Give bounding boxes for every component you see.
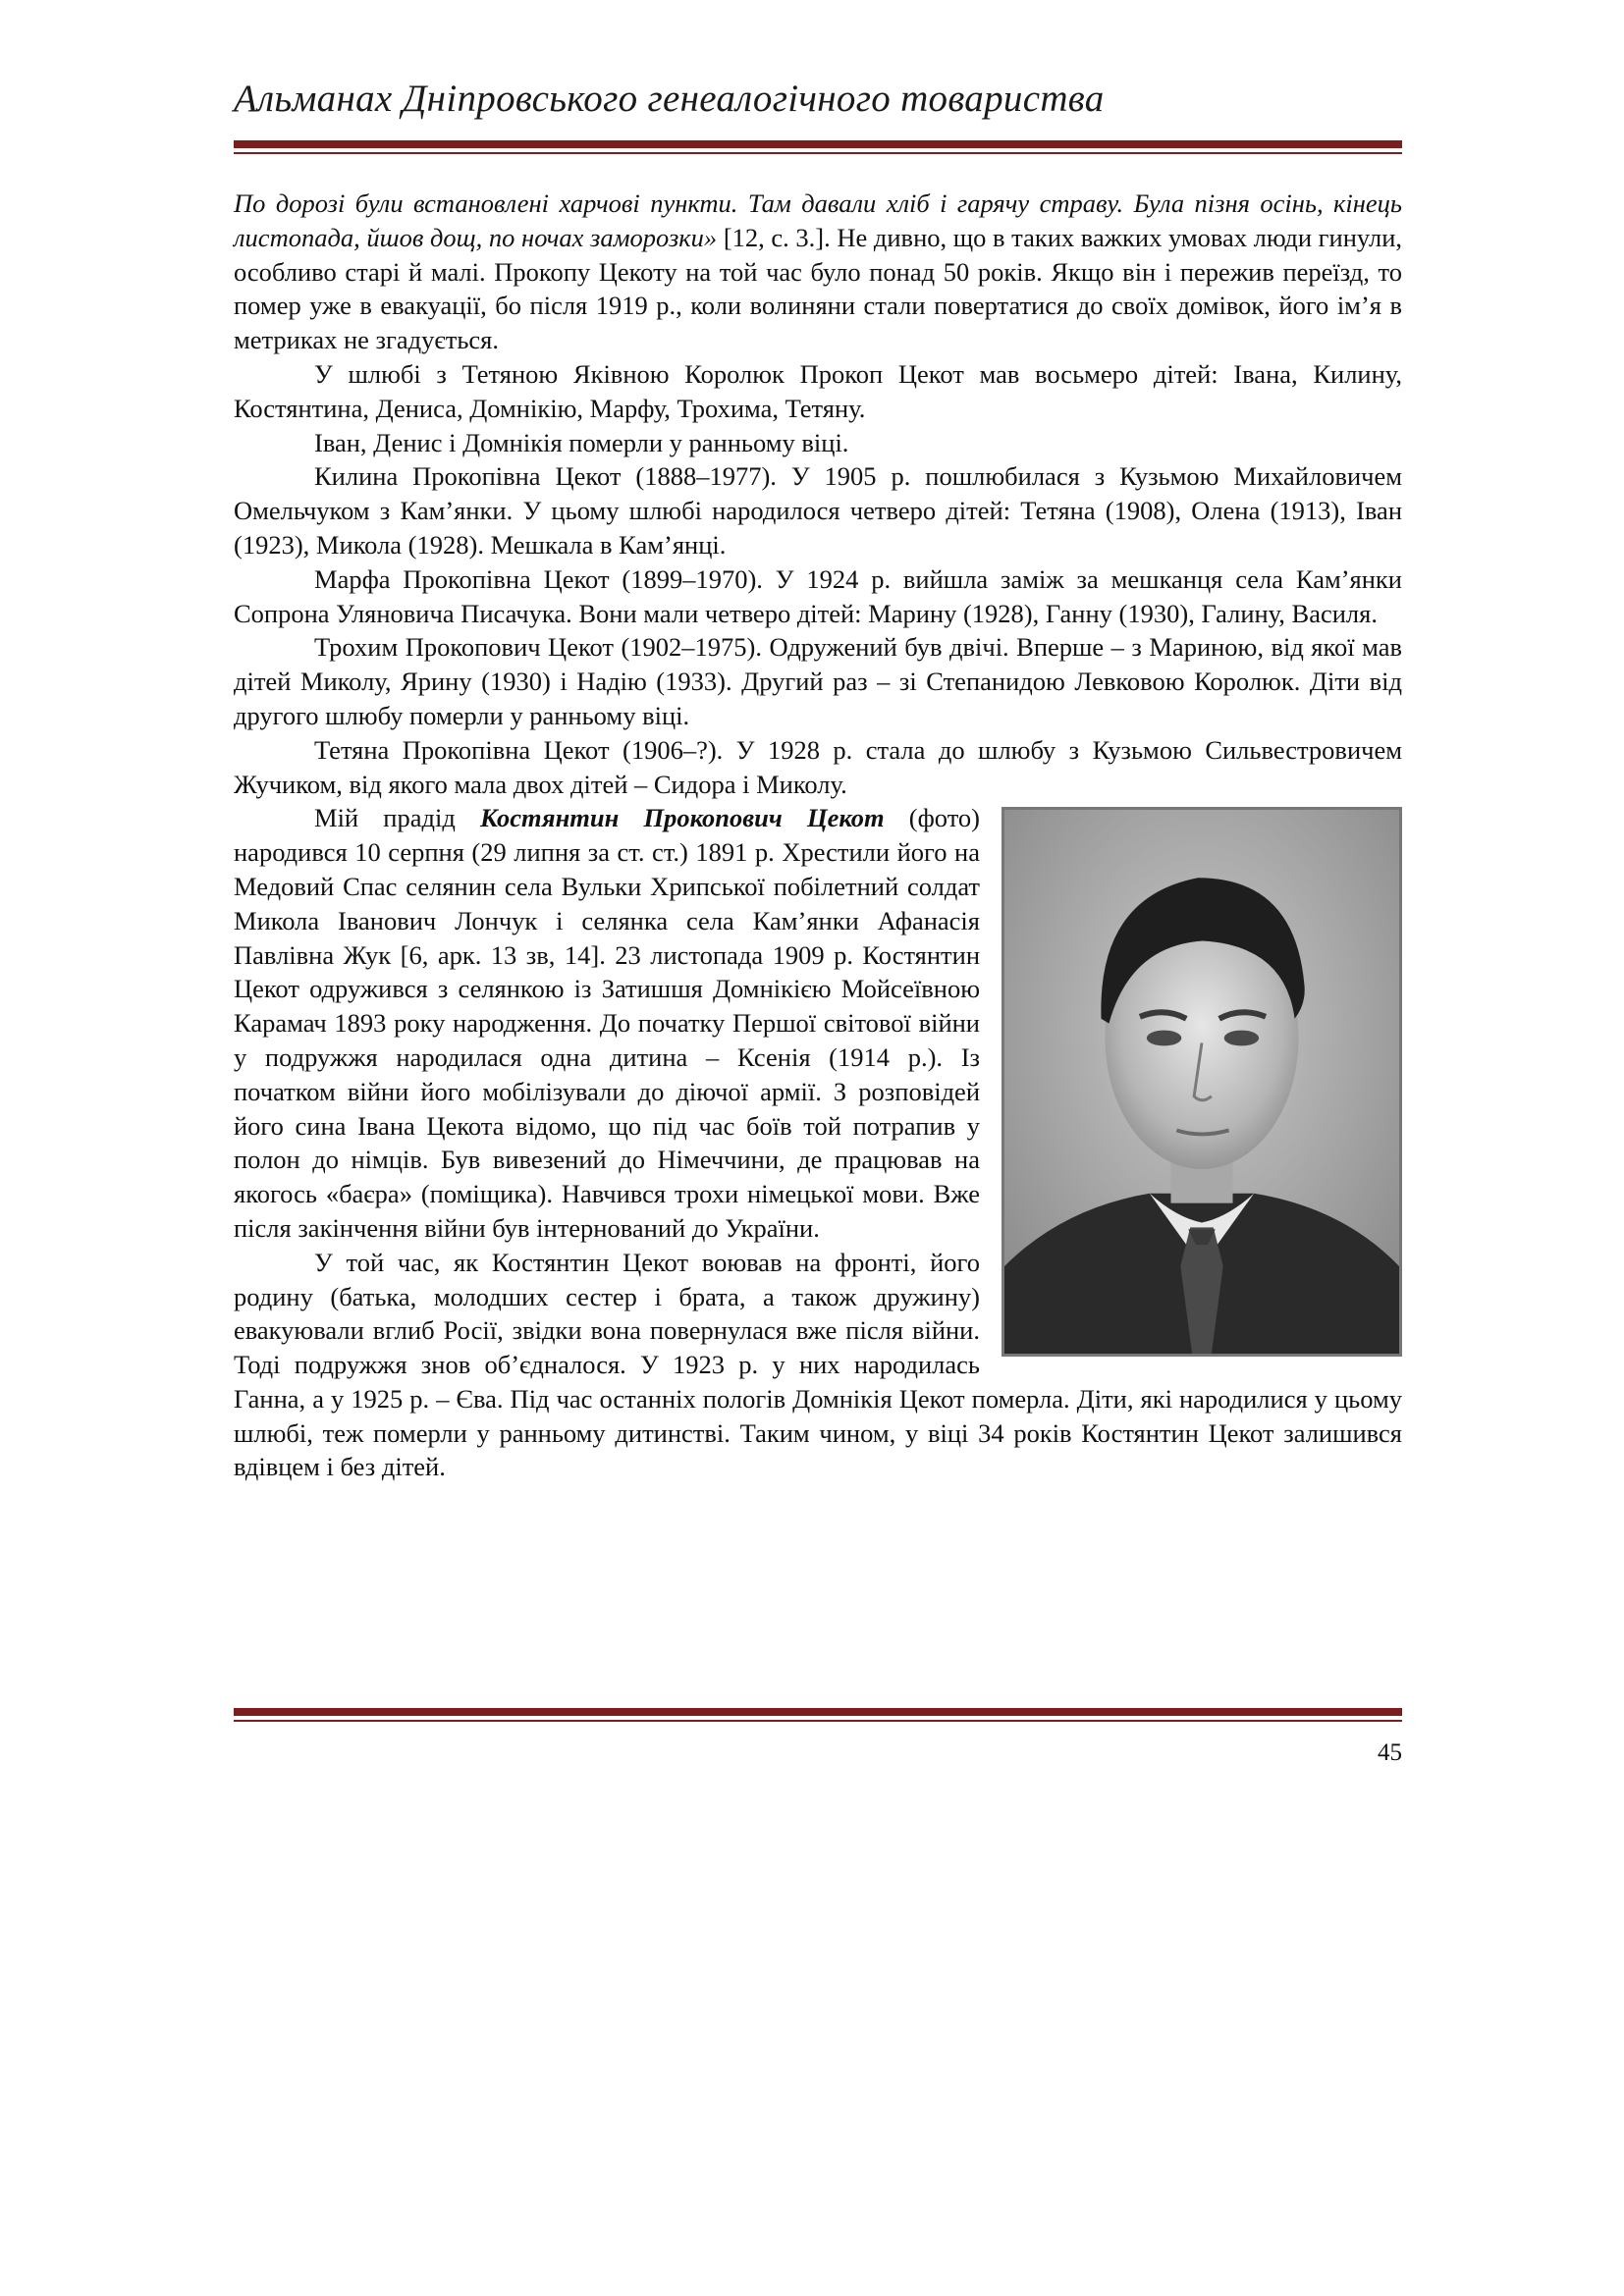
- header-title: Альманах Дніпровського генеалогічного товариства: [234, 78, 1105, 120]
- paragraph-3: Іван, Денис і Домнікія померли у ранньому віці.: [314, 427, 849, 457]
- paragraph-2: У шлюбі з Тетяною Яківною Королюк Прокоп Цекот мав восьмеро дітей: Івана, Килину, Костянтина, Дениса, Домнікію, Марфу, Трохима, Тетяну.: [234, 358, 1402, 423]
- paragraph-9: У той час, як Костянтин Цекот воював на фронті, його родину (батька, молодших сестер і брата, а також дружину) евакуювали вглиб Росії, звідки вона повернулася вже після війни. Тоді подружжя знов об’єдналося. У 1923 р. у них народилась Ганна, а у 1925 р. – Єва. Під час останніх пологів Домнікія Цекот померла. Діти, які народилися у цьому шлюбі, теж померли у ранньому дитинстві. Таким чином, у віці 34 років Костянтин Цекот залишився вдівцем і без дітей.: [234, 1247, 1402, 1482]
- portrait-icon: [1004, 810, 1399, 1354]
- footer-rule: [234, 1708, 1402, 1722]
- person-name: Костянтин Прокопович Цекот: [480, 803, 885, 833]
- portrait-photo: [1001, 807, 1402, 1357]
- page-number: 45: [1378, 1739, 1402, 1766]
- paragraph-7: Тетяна Прокопівна Цекот (1906–?). У 1928 р. стала до шлюбу з Кузьмою Сильвестровичем Жучиком, від якого мала двох дітей – Сидора і Миколу.: [234, 734, 1402, 799]
- header-rule: [234, 140, 1402, 154]
- paragraph-6: Трохим Прокопович Цекот (1902–1975). Одружений був двічі. Вперше – з Мариною, від якої мав дітей Миколу, Ярину (1930) і Надію (1933). Другий раз – зі Степанидою Левковою Королюк. Діти від другого шлюбу померли у ранньому віці.: [234, 632, 1402, 730]
- paragraph-5: Марфа Прокопівна Цекот (1899–1970). У 1924 р. вийшла заміж за мешканця села Кам’янки Сопрона Уляновича Писачука. Вони мали четверо дітей: Марину (1928), Ганну (1930), Галину, Василя.: [234, 563, 1402, 628]
- paragraph-8-start: Мій прадід: [314, 803, 480, 833]
- paragraph-1: [234, 187, 1402, 357]
- paragraph-8-rest: (фото) народився 10 серпня (29 липня за ст. ст.) 1891 р. Хрестили його на Медовий Спас селянин села Вульки Хрипської побілетний солдат Микола Іванович Лончук і селянка села Кам’янки Афанасія Павлівна Жук [6, арк. 13 зв, 14]. 23 листопада 1909 р. Костянтин Цекот одружився з селянкою із Затишшя Домнікією Мойсеївною Карамач 1893 року народження. До початку Першої світової війни у подружжя народилася одна дитина – Ксенія (1914 р.). Із початком війни його мобілізували до діючої армії. З розповідей його сина Івана Цекота відомо, що під час боїв той потрапив у полон до німців. Був вивезений до Німеччини, де працював на якогось «баєра» (поміщика). Навчився трохи німецької мови. Вже після закінчення війни був інтернований до України.: [234, 803, 981, 1243]
- quote-text: По дорозі були встановлені харчові пункти. Там давали хліб і гарячу страву. Була пізня осінь, кінець листопада, йшов дощ, по ночах заморозки»: [234, 188, 1402, 252]
- paragraph-4: Килина Прокопівна Цекот (1888–1977). У 1905 р. пошлюбилася з Кузьмою Михайловичем Омельчуком з Кам’янки. У цьому шлюбі народилося четверо дітей: Тетяна (1908), Олена (1913), Іван (1923), Микола (1928). Мешкала в Кам’янці.: [234, 461, 1402, 560]
- paragraph-1-rest: [12, с. 3.]. Не дивно, що в таких важких умовах люди гинули, особливо старі й малі. Прокопу Цекоту на той час було понад 50 років. Якщо він і пережив переїзд, то помер уже в евакуації, бо після 1919 р., коли волиняни стали повертатися до своїх домівок, його ім’я в метриках не згадується.: [234, 222, 1403, 355]
- body-text: [234, 187, 1402, 1484]
